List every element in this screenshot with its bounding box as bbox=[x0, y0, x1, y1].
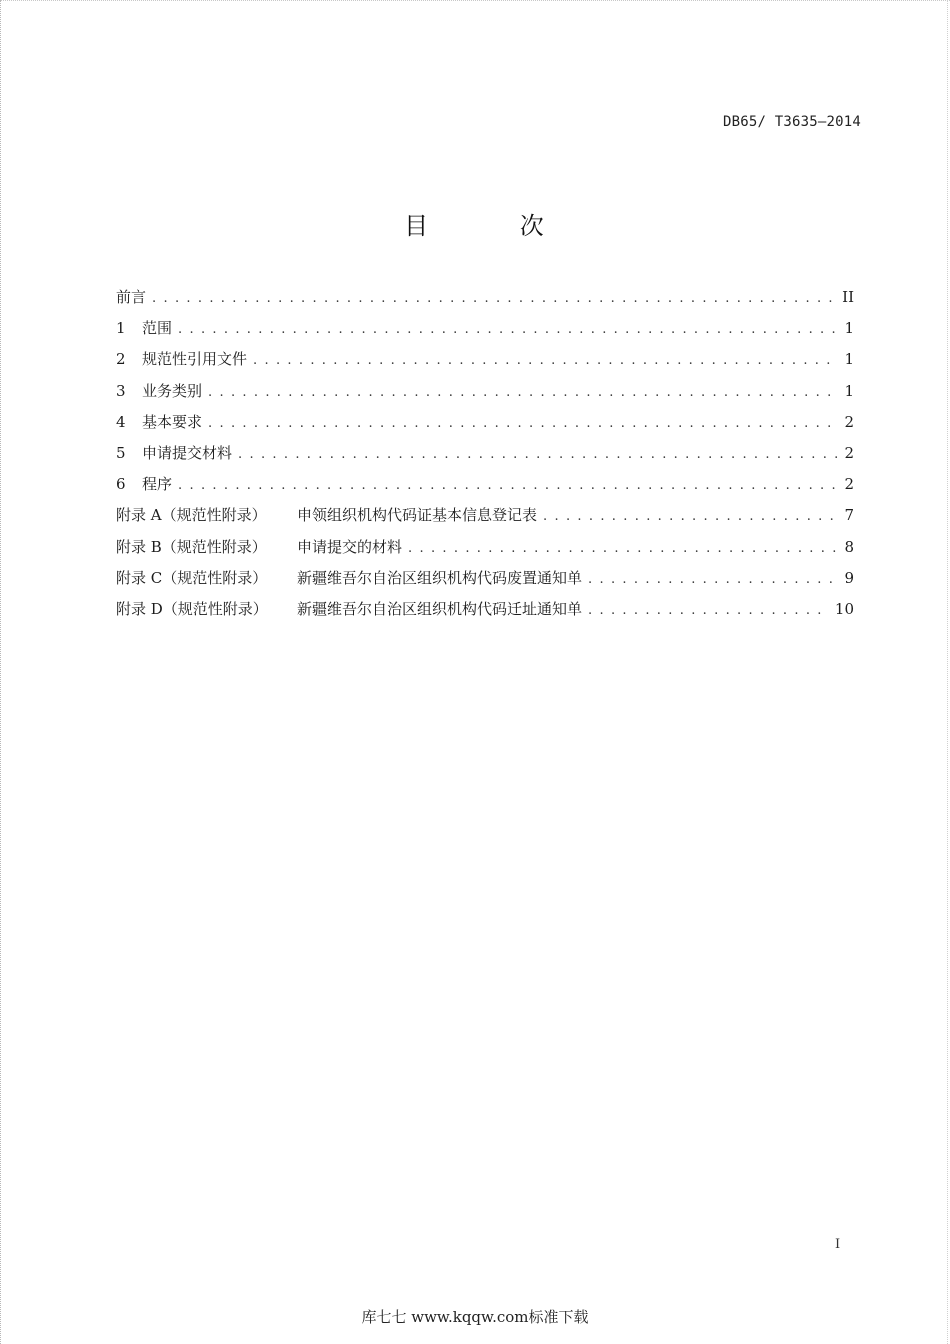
toc-leader-dots bbox=[238, 442, 838, 468]
toc-leader-dots bbox=[588, 567, 838, 593]
toc-entry-number: 4 bbox=[116, 412, 126, 431]
toc-entry-label: 申请提交材料 bbox=[142, 443, 233, 462]
toc-entry-page: 9 bbox=[844, 568, 854, 587]
toc-entry-label: 范围 bbox=[142, 319, 173, 338]
toc-entry-label: 规范性引用文件 bbox=[142, 350, 248, 369]
toc-leader-dots bbox=[543, 504, 838, 530]
toc-entry-normative-references[interactable] bbox=[116, 346, 854, 377]
toc-leader-dots bbox=[253, 348, 838, 374]
toc-entry-annex-label: 附录 C（规范性附录） bbox=[116, 568, 268, 587]
toc-entry-page: 1 bbox=[844, 381, 854, 400]
toc-entry-label: 业务类别 bbox=[142, 381, 203, 400]
toc-entry-label: 新疆维吾尔自治区组织机构代码迁址通知单 bbox=[297, 599, 583, 618]
toc-entry-label: 申请提交的材料 bbox=[297, 537, 403, 556]
toc-entry-label: 新疆维吾尔自治区组织机构代码废置通知单 bbox=[297, 568, 583, 587]
toc-leader-dots bbox=[588, 598, 829, 624]
table-of-contents bbox=[116, 284, 854, 627]
document-code: DB65/ T3635—2014 bbox=[722, 114, 861, 130]
toc-leader-dots bbox=[178, 473, 838, 499]
toc-entry-number: 1 bbox=[116, 319, 126, 338]
toc-entry-annex-c[interactable] bbox=[116, 565, 854, 596]
toc-entry-page: II bbox=[842, 288, 854, 306]
toc-entry-annex-a[interactable] bbox=[116, 502, 854, 533]
toc-entry-page: 8 bbox=[844, 537, 854, 556]
toc-entry-page: 7 bbox=[844, 506, 854, 525]
toc-entry-annex-d[interactable] bbox=[116, 596, 854, 627]
toc-entry-page: 2 bbox=[844, 443, 854, 462]
toc-entry-number: 5 bbox=[116, 443, 126, 462]
toc-leader-dots bbox=[408, 536, 838, 562]
toc-entry-label: 基本要求 bbox=[142, 412, 203, 431]
toc-entry-annex-b[interactable] bbox=[116, 534, 854, 565]
toc-entry-label: 程序 bbox=[142, 475, 173, 494]
toc-entry-label: 前言 bbox=[116, 288, 147, 306]
toc-entry-page: 1 bbox=[844, 350, 854, 369]
toc-entry-number: 3 bbox=[116, 381, 126, 400]
toc-entry-page: 2 bbox=[844, 412, 854, 431]
toc-entry-basic-requirements[interactable] bbox=[116, 409, 854, 440]
toc-entry-page: 10 bbox=[834, 599, 854, 618]
toc-entry-label: 申领组织机构代码证基本信息登记表 bbox=[297, 506, 538, 525]
scan-edge-top bbox=[0, 0, 950, 5]
toc-entry-foreword[interactable] bbox=[116, 284, 854, 315]
toc-entry-number: 6 bbox=[116, 475, 126, 494]
toc-entry-page: 2 bbox=[844, 475, 854, 494]
toc-entry-scope[interactable] bbox=[116, 315, 854, 346]
scan-edge-left bbox=[0, 0, 3, 1344]
toc-entry-number: 2 bbox=[116, 350, 126, 369]
toc-entry-business-categories[interactable] bbox=[116, 378, 854, 409]
toc-entry-procedure[interactable] bbox=[116, 471, 854, 502]
page-number: I bbox=[835, 1237, 841, 1252]
toc-entry-application-materials[interactable] bbox=[116, 440, 854, 471]
toc-title: 目 次 bbox=[404, 212, 586, 240]
toc-leader-dots bbox=[208, 380, 838, 406]
toc-entry-annex-label: 附录 B（规范性附录） bbox=[116, 537, 267, 556]
toc-entry-page: 1 bbox=[844, 319, 854, 338]
toc-leader-dots bbox=[152, 286, 836, 312]
footer-watermark: 库七七 www.kqqw.com标准下载 bbox=[361, 1308, 589, 1326]
toc-leader-dots bbox=[208, 411, 838, 437]
scan-edge-right bbox=[946, 0, 948, 1344]
toc-entry-annex-label: 附录 A（规范性附录） bbox=[116, 506, 267, 525]
toc-entry-annex-label: 附录 D（规范性附录） bbox=[116, 599, 268, 618]
toc-leader-dots bbox=[178, 317, 838, 343]
